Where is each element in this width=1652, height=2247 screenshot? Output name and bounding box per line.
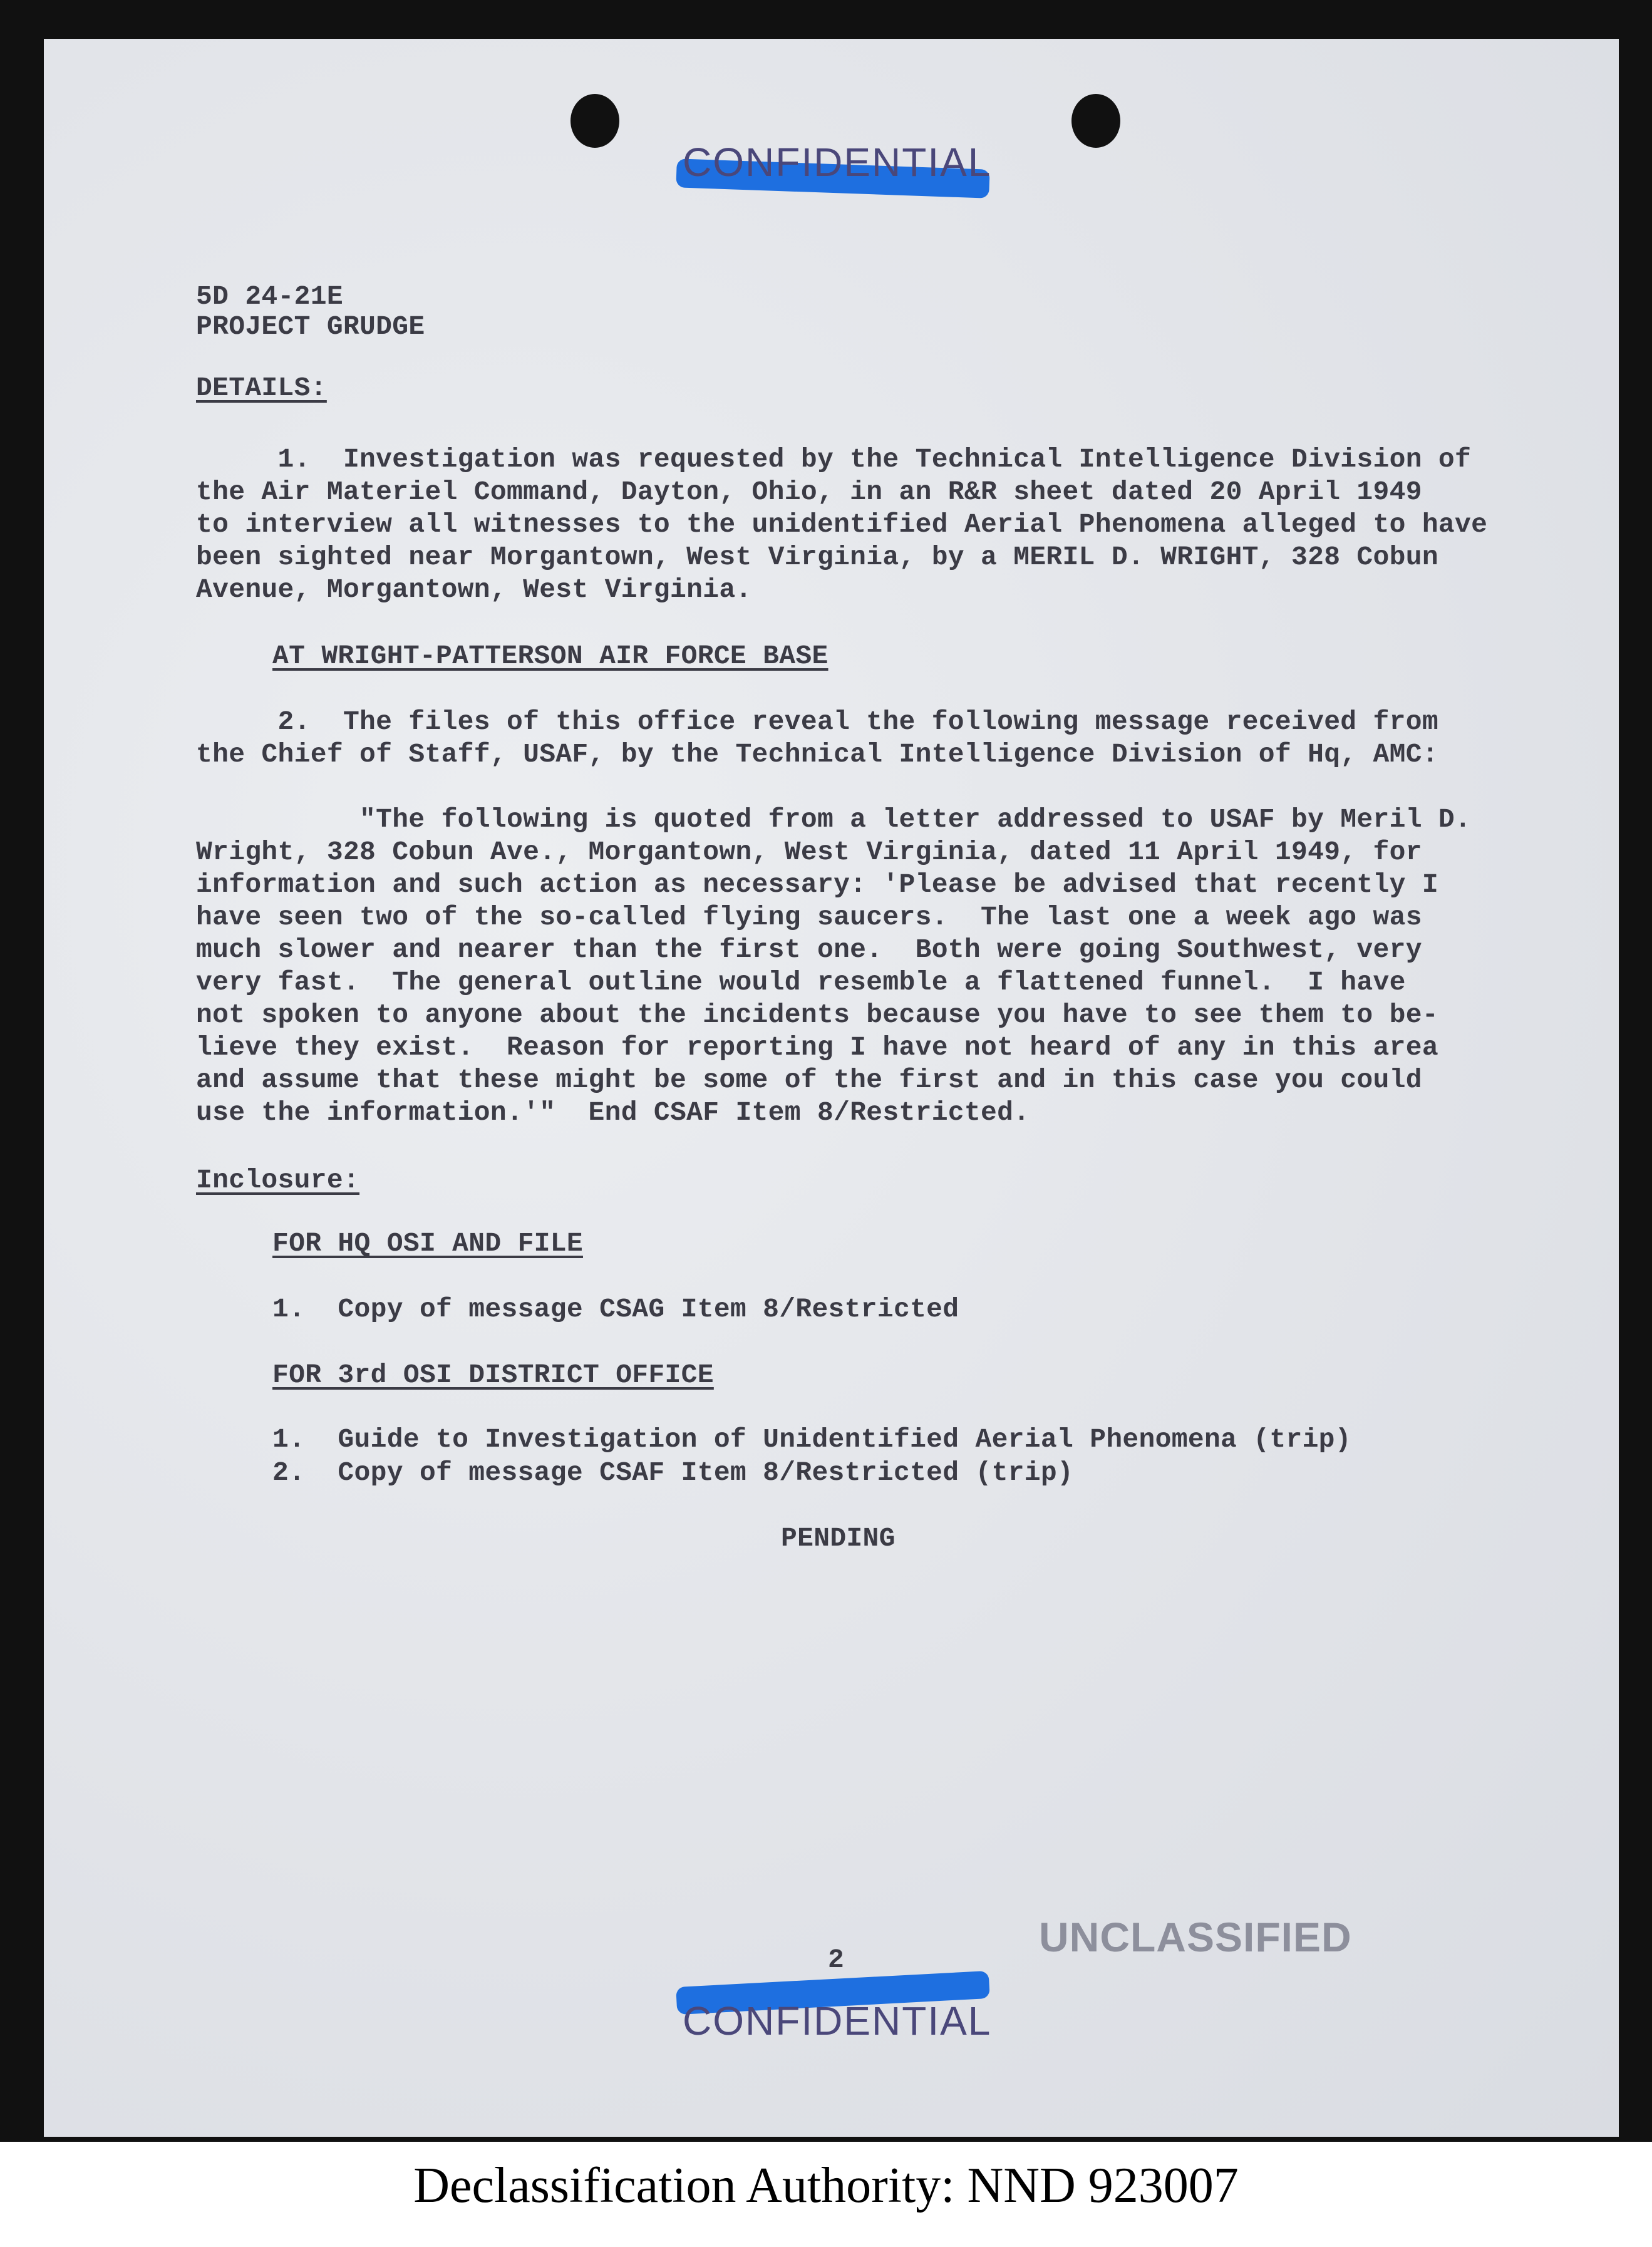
para1-line: the Air Materiel Command, Dayton, Ohio, in an R&R sheet dated 20 April 1949 (196, 477, 1422, 507)
quote-line: and assume that these might be some of the first and in this case you could (196, 1065, 1422, 1095)
hq-osi-heading: FOR HQ OSI AND FILE (272, 1228, 583, 1259)
inclosure-item: 2. Copy of message CSAF Item 8/Restricted (trip) (272, 1457, 1074, 1488)
confidential-stamp-bottom: CONFIDENTIAL (683, 1998, 992, 2043)
section-heading-wpafb: AT WRIGHT-PATTERSON AIR FORCE BASE (272, 641, 829, 671)
project-name: PROJECT GRUDGE (196, 311, 425, 342)
inclosure-item: 1. Guide to Investigation of Unidentified Aerial Phenomena (trip) (272, 1424, 1351, 1455)
para1-line: Avenue, Morgantown, West Virginia. (196, 574, 752, 605)
quote-line: very fast. The general outline would resemble a flattened funnel. I have (196, 967, 1406, 998)
para2-line: 2. The files of this office reveal the following message received from (196, 706, 1438, 737)
punch-hole (570, 94, 619, 148)
unclassified-stamp: UNCLASSIFIED (1039, 1914, 1352, 1960)
page-number: 2 (828, 1945, 844, 1975)
punch-hole (1071, 94, 1120, 148)
quote-line: have seen two of the so-called flying saucers. The last one a week ago was (196, 902, 1422, 932)
quote-line: "The following is quoted from a letter addressed to USAF by Meril D. (196, 804, 1472, 835)
file-number: 5D 24-21E (196, 281, 343, 312)
quote-line: much slower and nearer than the first one. Both were going Southwest, very (196, 934, 1422, 965)
quote-line: use the information.'" End CSAF Item 8/Restricted. (196, 1097, 1030, 1128)
declassification-caption: Declassification Authority: NND 923007 (413, 2158, 1239, 2213)
district-office-heading: FOR 3rd OSI DISTRICT OFFICE (272, 1360, 714, 1390)
inclosure-heading: Inclosure: (196, 1165, 360, 1196)
quote-line: not spoken to anyone about the incidents because you have to see them to be- (196, 1000, 1438, 1030)
para1-line: to interview all witnesses to the unidentified Aerial Phenomena alleged to have (196, 509, 1488, 540)
quote-line: lieve they exist. Reason for reporting I have not heard of any in this area (196, 1032, 1438, 1063)
status-pending: PENDING (781, 1523, 896, 1554)
quote-line: Wright, 328 Cobun Ave., Morgantown, West Virginia, dated 11 April 1949, for (196, 837, 1422, 867)
para1-line: 1. Investigation was requested by the Technical Intelligence Division of (196, 444, 1472, 475)
para2-line: the Chief of Staff, USAF, by the Technical Intelligence Division of Hq, AMC: (196, 739, 1438, 770)
inclosure-item: 1. Copy of message CSAG Item 8/Restricted (272, 1294, 959, 1325)
confidential-stamp-top: CONFIDENTIAL (683, 140, 992, 185)
para1-line: been sighted near Morgantown, West Virginia, by a MERIL D. WRIGHT, 328 Cobun (196, 542, 1438, 572)
quote-line: information and such action as necessary: 'Please be advised that recently I (196, 869, 1438, 900)
details-heading: DETAILS: (196, 373, 327, 403)
